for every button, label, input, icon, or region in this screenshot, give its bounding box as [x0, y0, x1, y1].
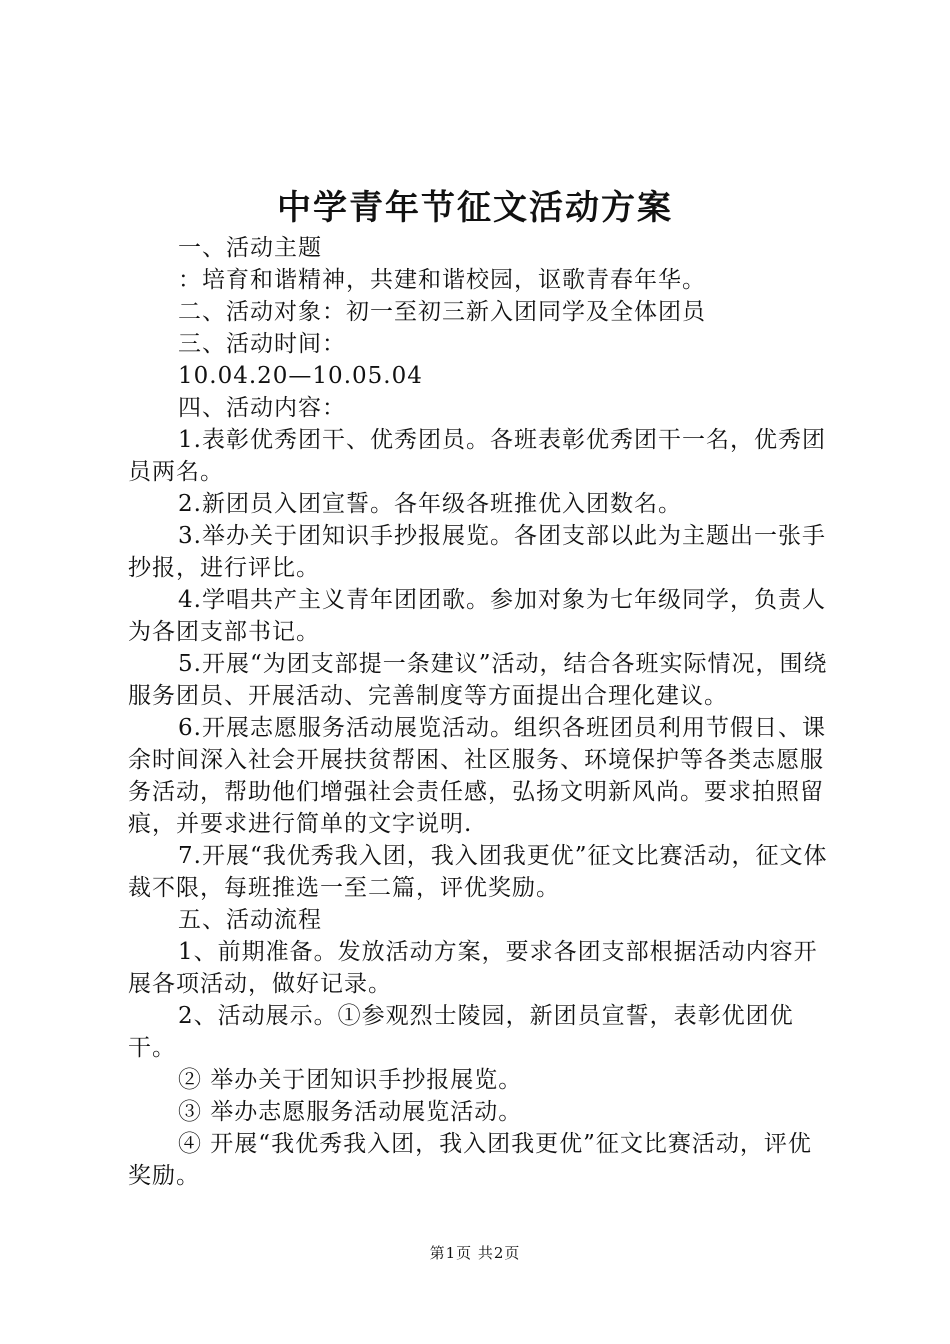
paragraph-content-item-6: 6.开展志愿服务活动展览活动。组织各班团员利用节假日、课余时间深入社会开展扶贫帮困、社区服务、环境保护等各类志愿服务活动，帮助他们增强社会责任感，弘扬文明新风尚。要求拍照留痕，并要求进行简单的文字说明. [128, 715, 826, 837]
paragraph-process-item-1: 1、前期准备。发放活动方案，要求各团支部根据活动内容开展各项活动，做好记录。 [128, 939, 818, 997]
document-title: 中学青年节征文活动方案 [277, 188, 673, 228]
paragraph-activity-content-heading: 四、活动内容： [178, 395, 346, 421]
paragraph-content-item-5: 5.开展“为团支部提一条建议”活动，结合各班实际情况，围绕服务团员、开展活动、完善制度等方面提出合理化建议。 [128, 651, 828, 709]
paragraph-process-subitem-2: ② 举办关于团知识手抄报展览。 [178, 1067, 523, 1093]
paragraph-process-subitem-3: ③ 举办志愿服务活动展览活动。 [178, 1099, 523, 1125]
paragraph-activity-time-heading: 三、活动时间： [178, 331, 346, 357]
paragraph-activity-process-heading: 五、活动流程 [178, 907, 322, 933]
paragraph-content-item-4: 4.学唱共产主义青年团团歌。参加对象为七年级同学，负责人为各团支部书记。 [128, 587, 826, 645]
paragraph-activity-theme-heading: 一、活动主题 [178, 235, 322, 261]
paragraph-activity-target: 二、活动对象：初一至初三新入团同学及全体团员 [178, 299, 706, 325]
paragraph-process-subitem-4: ④ 开展“我优秀我入团，我入团我更优”征文比赛活动，评优奖励。 [128, 1131, 812, 1189]
paragraph-content-item-1: 1.表彰优秀团干、优秀团员。各班表彰优秀团干一名，优秀团员两名。 [128, 427, 826, 485]
paragraph-content-item-7: 7.开展“我优秀我入团，我入团我更优”征文比赛活动，征文体裁不限，每班推选一至二篇，评优奖励。 [128, 843, 828, 901]
paragraph-activity-time: 10.04.20—10.05.04 [178, 363, 423, 389]
paragraph-content-item-3: 3.举办关于团知识手抄报展览。各团支部以此为主题出一张手抄报，进行评比。 [128, 523, 826, 581]
paragraph-activity-theme: ：培育和谐精神，共建和谐校园，讴歌青春年华。 [178, 267, 706, 293]
document-body [128, 232, 828, 1192]
paragraph-process-item-2: 2、活动展示。①参观烈士陵园，新团员宣誓，表彰优团优干。 [128, 1003, 794, 1061]
paragraph-content-item-2: 2.新团员入团宣誓。各年级各班推优入团数名。 [178, 491, 682, 517]
page-footer: 第1页 共2页 [429, 1244, 521, 1262]
